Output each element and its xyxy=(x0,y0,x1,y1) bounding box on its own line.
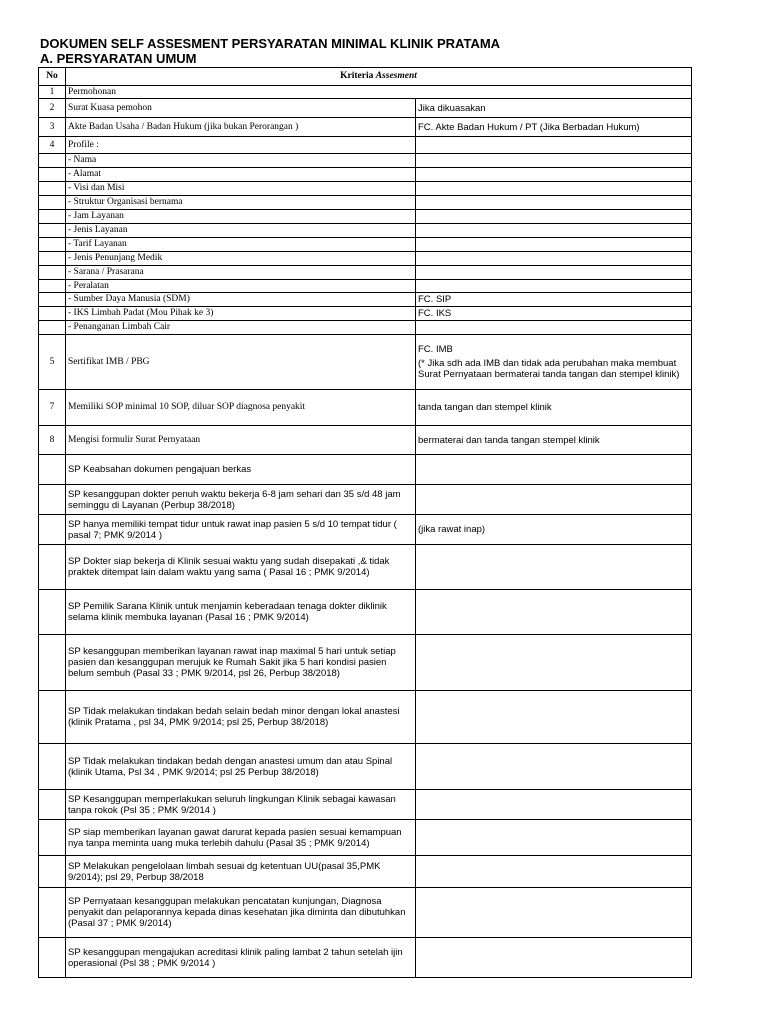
sp-row: SP Keabsahan dokumen pengajuan berkas xyxy=(39,455,692,485)
sp-row: SP kesanggupan memberikan layanan rawat inap maximal 5 hari untuk setiap pasien dan kesanggupan merujuk ke Rumah Sakit jika 5 hari kondisi pasien belum sembuh (Pasal 33 ; PMK 9/2014, psl 26, Perbup 38/2018) xyxy=(39,635,692,691)
table-row: 7 Memiliki SOP minimal 10 SOP, diluar SOP diagnosa penyakit tanda tangan dan stempel klinik xyxy=(39,390,692,426)
table-row: 4 Profile : xyxy=(39,137,692,154)
sp-row: SP Pernyataan kesanggupan melakukan pencatatan kunjungan, Diagnosa penyakit dan pelaporannya kepada dinas kesehatan jika diminta dan dibutuhkan (Pasal 37 ; PMK 9/2014) xyxy=(39,888,692,938)
table-row: - Sumber Daya Manusia (SDM) FC. SIP xyxy=(39,293,692,307)
table-row: 2 Surat Kuasa pemohon Jika dikuasakan xyxy=(39,99,692,118)
sp-row: SP kesanggupan mengajukan acreditasi klinik paling lambat 2 tahun setelah ijin operasional (Psl 38 ; PMK 9/2014 ) xyxy=(39,938,692,978)
sp-row: SP Melakukan pengelolaan limbah sesuai dg ketentuan UU(pasal 35,PMK 9/2014); psl 29, Perbup 38/2018 xyxy=(39,856,692,888)
table-row: - Tarif Layanan xyxy=(39,238,692,252)
imb-keterangan: FC. IMB (* Jika sdh ada IMB dan tidak ada perubahan maka membuat Surat Pernyataan bermaterai tanda tangan dan stempel klinik) xyxy=(416,335,692,390)
table-row: - Visi dan Misi xyxy=(39,182,692,196)
header-kriteria: Kriteria Assesment xyxy=(66,68,692,86)
assessment-table xyxy=(38,67,692,978)
table-row: - Peralatan xyxy=(39,280,692,293)
table-row: 5 Sertifikat IMB / PBG FC. IMB (* Jika sdh ada IMB dan tidak ada perubahan maka membuat Surat Pernyataan bermaterai tanda tangan dan stempel klinik) xyxy=(39,335,692,390)
table-row: - Jenis Layanan xyxy=(39,224,692,238)
header-no: No xyxy=(39,68,66,86)
sp-row: SP Pemilik Sarana Klinik untuk menjamin keberadaan tenaga dokter diklinik selama klinik membuka layanan (Pasal 16 ; PMK 9/2014) xyxy=(39,590,692,635)
sp-row: SP hanya memiliki tempat tidur untuk rawat inap pasien 5 s/d 10 tempat tidur ( pasal 7; PMK 9/2014 ) (jika rawat inap) xyxy=(39,515,692,545)
table-row: - IKS Limbah Padat (Mou Pihak ke 3) FC. IKS xyxy=(39,307,692,321)
table-header-row xyxy=(39,68,692,86)
sp-row: SP Kesanggupan memperlakukan seluruh lingkungan Klinik sebagai kawasan tanpa rokok (Psl 35 ; PMK 9/2014 ) xyxy=(39,790,692,820)
sp-row: SP Tidak melakukan tindakan bedah selain bedah minor dengan lokal anastesi (klinik Pratama , psl 34, PMK 9/2014; psl 25, Perbup 38/2018) xyxy=(39,691,692,744)
table-row: - Penanganan Limbah Cair xyxy=(39,321,692,335)
table-row: - Struktur Organisasi bernama xyxy=(39,196,692,210)
table-row: - Jam Layanan xyxy=(39,210,692,224)
section-heading: A. PERSYARATAN UMUM xyxy=(40,51,197,66)
sp-row: SP kesanggupan dokter penuh waktu bekerja 6-8 jam sehari dan 35 s/d 48 jam seminggu di Layanan (Perbup 38/2018) xyxy=(39,485,692,515)
table-row: 8 Mengisi formulir Surat Pernyataan bermaterai dan tanda tangan stempel klinik xyxy=(39,426,692,455)
document-title: DOKUMEN SELF ASSESMENT PERSYARATAN MINIMAL KLINIK PRATAMA xyxy=(40,36,501,51)
sp-row: SP siap memberikan layanan gawat darurat kepada pasien sesuai kemampuan nya tanpa meminta uang muka terlebih dahulu (Pasal 35 ; PMK 9/2014) xyxy=(39,820,692,856)
table-row: - Alamat xyxy=(39,168,692,182)
table-row: 1 Permohonan xyxy=(39,86,692,99)
sp-row: SP Tidak melakukan tindakan bedah dengan anastesi umum dan atau Spinal (klinik Utama, Psl 34 , PMK 9/2014; psl 25 Perbup 38/2018) xyxy=(39,744,692,790)
sp-row: SP Dokter siap bekerja di Klinik sesuai waktu yang sudah disepakati ,& tidak praktek ditempat lain dalam waktu yang sama ( Pasal 16 ; PMK 9/2014) xyxy=(39,545,692,590)
table-row: 3 Akte Badan Usaha / Badan Hukum (jika bukan Perorangan ) FC. Akte Badan Hukum / PT (Jika Berbadan Hukum) xyxy=(39,118,692,137)
table-row: - Jenis Penunjang Medik xyxy=(39,252,692,266)
table-row: - Sarana / Prasarana xyxy=(39,266,692,280)
table-row: - Nama xyxy=(39,154,692,168)
